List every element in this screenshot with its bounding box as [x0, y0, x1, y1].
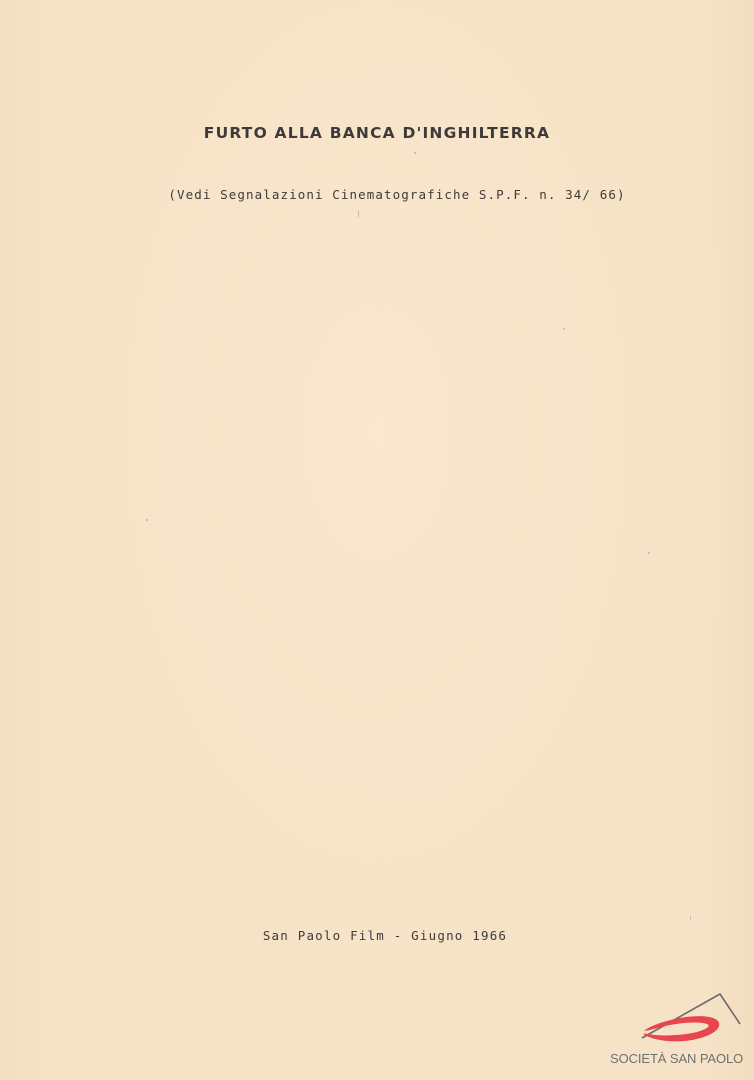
paper-speck	[358, 210, 359, 218]
logo-wordmark: SOCIETÀ SAN PAOLO	[610, 1051, 744, 1066]
san-paolo-emblem-icon	[632, 990, 746, 1050]
paper-speck	[146, 519, 148, 521]
societa-san-paolo-logo	[606, 990, 748, 1072]
paper-speck	[648, 552, 650, 554]
document-title: FURTO ALLA BANCA D'INGHILTERRA	[203, 124, 551, 142]
reference-note: (Vedi Segnalazioni Cinematografiche S.P.F. n. 34/ 66)	[168, 187, 626, 202]
paper-speck	[690, 916, 691, 920]
paper-speck	[563, 328, 565, 330]
document-footer: San Paolo Film - Giugno 1966	[262, 928, 508, 943]
paper-speck	[414, 152, 416, 154]
